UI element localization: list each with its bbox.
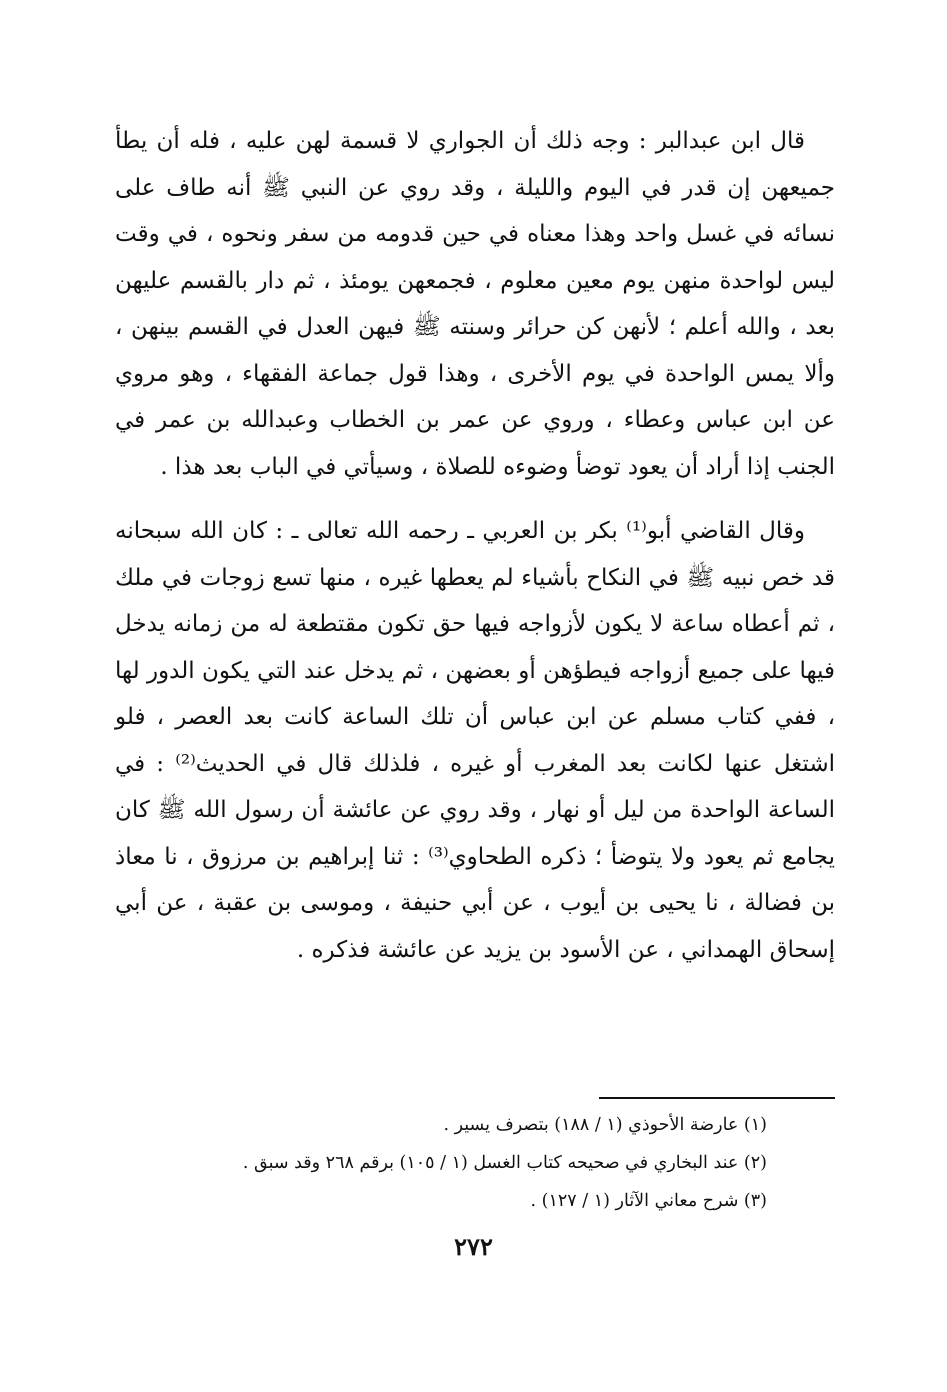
footnote-2: (٢) عند البخاري في صحيحه كتاب الغسل (١ / ١٠٥) برقم ٢٦٨ وقد سبق .	[242, 1153, 767, 1173]
footnote-3: (٣) شرح معاني الآثار (١ / ١٢٧) .	[530, 1191, 767, 1211]
paragraph-ibn-alarabi: وقال القاضي أبو⁽¹⁾ بكر بن العربي ـ رحمه الله تعالى ـ : كان الله سبحانه قد خص نبيه ﷺ في النكاح بأشياء لم يعطها غيره ، منها تسع زوجات في ملك ، ثم أعطاه ساعة لا يكون لأزواجه فيها حق تكون مقتطعة له من زمانه يدخل فيها على جميع أزواجه فيطؤهن أو بعضهن ، ثم يدخل عند التي يكون الدور لها ، ففي كتاب مسلم عن ابن عباس أن تلك الساعة كانت بعد العصر ، فلو اشتغل عنها لكانت بعد المغرب أو غيره ، فلذلك قال في الحديث⁽²⁾ : في الساعة الواحدة من ليل أو نهار ، وقد روي عن عائشة أن رسول الله ﷺ كان يجامع ثم يعود ولا يتوضأ ؛ ذكره الطحاوي⁽³⁾ : ثنا إبراهيم بن مرزوق ، نا معاذ بن فضالة ، نا يحيى بن أيوب ، عن أبي حنيفة ، وموسى بن عقبة ، عن أبي إسحاق الهمداني ، عن الأسود بن يزيد عن عائشة فذكره .	[115, 518, 835, 963]
paragraph-ibn-abdulbarr: قال ابن عبدالبر : وجه ذلك أن الجواري لا قسمة لهن عليه ، فله أن يطأ جميعهن إن قدر في اليوم والليلة ، وقد روي عن النبي ﷺ أنه طاف على نسائه في غسل واحد وهذا معناه في حين قدومه من سفر ونحوه ، في وقت ليس لواحدة منهن يوم معين معلوم ، فجمعهن يومئذ ، ثم دار بالقسم عليهن بعد ، والله أعلم ؛ لأنهن كن حرائر وسنته ﷺ فيهن العدل في القسم بينهن ، وألا يمس الواحدة في يوم الأخرى ، وهذا قول جماعة الفقهاء ، وهو مروي عن ابن عباس وعطاء ، وروي عن عمر بن الخطاب وعبدالله بن عمر في الجنب إذا أراد أن يعود توضأ وضوءه للصلاة ، وسيأتي في الباب بعد هذا .	[115, 128, 836, 480]
footnotes	[127, 1106, 767, 1220]
main-text	[115, 118, 835, 973]
footnote-1: (١) عارضة الأحوذي (١ / ١٨٨) بتصرف يسير .	[443, 1115, 767, 1135]
footnote-separator	[599, 1097, 835, 1099]
page-number: ٢٧٢	[454, 1232, 493, 1261]
